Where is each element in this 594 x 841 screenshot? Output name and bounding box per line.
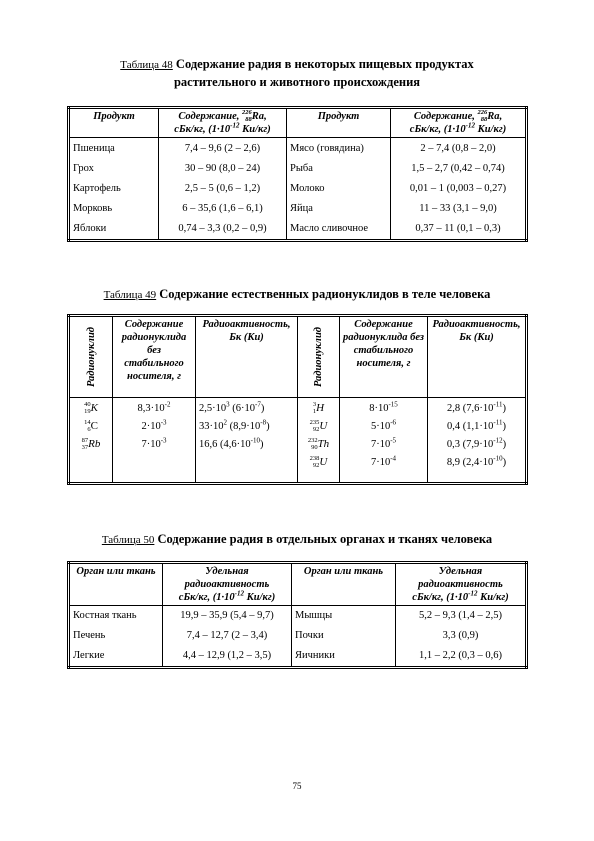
nuclide-index xyxy=(310,456,320,469)
table-row xyxy=(69,623,527,643)
ra-nuclide-index xyxy=(242,110,252,123)
header-activity xyxy=(163,563,292,606)
content-value: 7·10 xyxy=(370,457,391,468)
cell-value: 2 – 7,4 (0,8 – 2,0) xyxy=(391,138,527,157)
nuclide-column-left xyxy=(69,398,113,484)
table-50 xyxy=(67,561,528,669)
mass-number: 40 xyxy=(84,401,91,409)
atomic-number: 19 xyxy=(84,407,91,415)
cell-organ: Легкие xyxy=(69,643,163,668)
nuclide-symbol: U xyxy=(319,456,328,468)
activity-close: ) xyxy=(259,439,264,450)
header-nuclide-label: Радионуклид xyxy=(85,326,97,388)
atomic-number: 90 xyxy=(311,443,318,451)
table-49-header xyxy=(69,316,527,398)
content-value: 8·10 xyxy=(369,403,389,414)
header-activity-2 xyxy=(428,316,527,398)
cell-product: Молоко xyxy=(287,176,391,196)
ra-mass: 226 xyxy=(242,109,252,117)
atomic-number: 1 xyxy=(312,407,317,415)
header-unit-tail: Ки/кг) xyxy=(239,124,271,136)
header-activity-2 xyxy=(396,563,527,606)
atomic-number: 92 xyxy=(312,425,320,433)
header-activity-exp: -12 xyxy=(234,589,245,598)
activity-value: 2,8 (7,6·10 xyxy=(447,403,494,414)
activity-value: 33·10 xyxy=(199,421,224,432)
header-content xyxy=(159,108,287,138)
activity-value-ci: (6·10 xyxy=(229,403,255,414)
cell-product: Грох xyxy=(69,156,159,176)
activity-value: 0,3 (7,9·10 xyxy=(446,439,494,450)
cell-product: Яйца xyxy=(287,196,391,216)
mass-number: 238 xyxy=(309,455,320,463)
activity-close: ) xyxy=(502,403,506,414)
table-row xyxy=(69,196,527,216)
header-nuclide-label-2: Радионуклид xyxy=(313,326,324,388)
header-content-2 xyxy=(391,108,527,138)
table-row xyxy=(69,643,527,668)
header-content-label: Содержание радионуклида без стабильного носителя, г xyxy=(121,319,187,382)
header-content-label-2: Содержание радионуклида без стабильного носителя, г xyxy=(343,319,424,369)
nuclide-symbol: Th xyxy=(317,438,330,450)
cell-value: 1,5 – 2,7 (0,42 – 0,74) xyxy=(391,156,527,176)
content-exp: -5 xyxy=(390,436,397,445)
cell-value: 7,4 – 12,7 (2 – 3,4) xyxy=(163,623,292,643)
ra-z-2: 88 xyxy=(480,115,488,123)
cell-value: 3,3 (0,9) xyxy=(396,623,527,643)
activity-close: ) xyxy=(266,421,270,432)
nuclide-rb xyxy=(73,438,109,456)
activity-close: ) xyxy=(260,403,265,414)
header-unit-tail-2: Ки/кг) xyxy=(475,124,507,136)
table-50-header xyxy=(69,563,527,606)
atomic-number: 37 xyxy=(81,443,89,451)
activity-exp: -11 xyxy=(493,400,503,409)
header-activity-label-2: Радиоактивность, Бк (Ки) xyxy=(432,319,521,343)
cell-organ: Мышцы xyxy=(292,606,396,624)
table-row xyxy=(69,176,527,196)
table-50-title: Содержание радия в отдельных органах и тканях человека xyxy=(157,532,493,546)
activity-value: 8,9 (2,4·10 xyxy=(446,457,494,468)
nuclide-index xyxy=(310,420,320,433)
nuclide-h xyxy=(301,402,336,420)
nuclide-symbol: U xyxy=(319,420,328,432)
table-48-title-line2: растительного и животного происхождения xyxy=(173,75,421,89)
cell-value: 1,1 – 2,2 (0,3 – 0,6) xyxy=(396,643,527,668)
header-comma: , xyxy=(264,111,267,122)
content-exp: -3 xyxy=(160,436,167,445)
table-50-label: Таблица 50 xyxy=(101,534,155,546)
cell-value: 6 – 35,6 (1,6 – 6,1) xyxy=(159,196,287,216)
content-column-left xyxy=(113,398,196,484)
header-content-label: Содержание, xyxy=(178,111,240,122)
ra-mass-2: 226 xyxy=(477,109,488,117)
cell-organ: Почки xyxy=(292,623,396,643)
mass-number: 87 xyxy=(81,437,89,445)
content-exp: -2 xyxy=(164,400,171,409)
header-activity-tail: Ки/кг) xyxy=(244,592,276,603)
header-comma-2: , xyxy=(499,111,503,122)
content-exp: -6 xyxy=(390,418,397,427)
activity-exp: -12 xyxy=(493,436,503,445)
cell-value: 0,01 – 1 (0,003 – 0,27) xyxy=(391,176,527,196)
mass-number: 232 xyxy=(307,437,318,445)
content-value: 5·10 xyxy=(370,421,391,432)
activity-exp-ci: -8 xyxy=(260,418,267,427)
nuclide-column-right xyxy=(298,398,340,484)
header-nuclide-2 xyxy=(298,316,340,398)
cell-product: Масло сливочное xyxy=(287,216,391,241)
nuclide-th xyxy=(301,438,336,456)
activity-column-right xyxy=(428,398,527,484)
header-activity xyxy=(196,316,298,398)
header-activity-unit: сБк/кг, (1·10 xyxy=(178,592,235,603)
activity-close: ) xyxy=(502,421,506,432)
table-row xyxy=(69,156,527,176)
header-product-label: Продукт xyxy=(93,111,135,122)
cell-value: 4,4 – 12,9 (1,2 – 3,5) xyxy=(163,643,292,668)
cell-value: 5,2 – 9,3 (1,4 – 2,5) xyxy=(396,606,527,624)
table-49 xyxy=(67,314,528,485)
nuclide-u238 xyxy=(301,456,336,474)
nuclide-c xyxy=(73,420,109,438)
cell-product: Рыба xyxy=(287,156,391,176)
table-48-label: Таблица 48 xyxy=(120,59,173,71)
atomic-number: 92 xyxy=(312,461,320,469)
activity-value: 0,4 (1,1·10 xyxy=(447,421,494,432)
activity-value: 2,5·10 xyxy=(199,403,227,414)
cell-value: 30 – 90 (8,0 – 24) xyxy=(159,156,287,176)
cell-product: Мясо (говядина) xyxy=(287,138,391,157)
table-49-label: Таблица 49 xyxy=(103,289,157,301)
cell-value: 11 – 33 (3,1 – 9,0) xyxy=(391,196,527,216)
content-value: 7·10 xyxy=(141,439,161,450)
table-48-title-line1: Содержание радия в некоторых пищевых продуктах xyxy=(175,57,474,71)
header-activity-label: Удельная радиоактивность xyxy=(184,566,270,590)
activity-exp: -11 xyxy=(493,418,503,427)
header-organ-label-2: Орган или ткань xyxy=(303,566,384,577)
header-content-2 xyxy=(340,316,428,398)
activity-exp-ci: -7 xyxy=(255,400,261,409)
activity-close: ) xyxy=(502,439,507,450)
page-number: 75 xyxy=(292,781,302,791)
cell-product: Пшеница xyxy=(69,138,159,157)
atomic-number: 6 xyxy=(87,425,91,433)
ra-nuclide-index-2 xyxy=(478,110,488,123)
cell-value: 0,37 – 11 (0,1 – 0,3) xyxy=(391,216,527,241)
ra-symbol: Ra xyxy=(251,111,265,122)
cell-product: Морковь xyxy=(69,196,159,216)
table-row xyxy=(69,138,527,157)
header-unit-2: сБк/кг, (1·10 xyxy=(409,124,466,136)
activity-exp: 2 xyxy=(223,418,227,427)
cell-product: Яблоки xyxy=(69,216,159,241)
activity-close: ) xyxy=(502,457,507,468)
header-activity-tail-2: Ки/кг) xyxy=(477,592,509,603)
cell-value: 0,74 – 3,3 (0,2 – 0,9) xyxy=(159,216,287,241)
activity-value: 16,6 (4,6·10 xyxy=(199,439,251,450)
nuclide-symbol: H xyxy=(316,402,325,414)
content-exp: -15 xyxy=(388,400,398,409)
header-product-2 xyxy=(287,108,391,138)
header-unit-exp-2: -12 xyxy=(465,121,476,130)
cell-value: 2,5 – 5 (0,6 – 1,2) xyxy=(159,176,287,196)
table-row xyxy=(69,606,527,624)
table-48-header xyxy=(69,108,527,138)
table-50-caption xyxy=(0,531,594,549)
header-activity-label-2: Удельная радиоактивность xyxy=(418,566,503,590)
header-activity-label: Радиоактивность, Бк (Ки) xyxy=(202,319,291,343)
header-unit: сБк/кг, (1·10 xyxy=(174,124,231,136)
content-exp: -4 xyxy=(390,454,397,463)
mass-number: 14 xyxy=(84,419,91,427)
nuclide-symbol: C xyxy=(90,420,98,432)
content-value: 2·10 xyxy=(141,421,161,432)
mass-number: 235 xyxy=(309,419,320,427)
table-row xyxy=(69,216,527,241)
content-value: 8,3·10 xyxy=(137,403,165,414)
header-organ-label: Орган или ткань xyxy=(76,566,156,577)
cell-organ: Костная ткань xyxy=(69,606,163,624)
cell-value: 7,4 – 9,6 (2 – 2,6) xyxy=(159,138,287,157)
cell-product: Картофель xyxy=(69,176,159,196)
header-nuclide xyxy=(69,316,113,398)
mass-number: 3 xyxy=(312,401,317,409)
header-content xyxy=(113,316,196,398)
table-row xyxy=(69,398,527,484)
cell-organ: Печень xyxy=(69,623,163,643)
header-activity-unit-2: сБк/кг, (1·10 xyxy=(412,592,469,603)
table-48 xyxy=(67,106,528,242)
header-organ-2 xyxy=(292,563,396,606)
nuclide-index xyxy=(308,438,318,451)
activity-exp: 3 xyxy=(226,400,230,409)
header-content-label-2: Содержание, xyxy=(413,111,475,122)
header-product-label-2: Продукт xyxy=(317,111,360,122)
activity-value-ci: (8,9·10 xyxy=(227,421,261,432)
activity-exp: -10 xyxy=(493,454,503,463)
header-organ xyxy=(69,563,163,606)
cell-value: 19,9 – 35,9 (5,4 – 9,7) xyxy=(163,606,292,624)
ra-z: 88 xyxy=(245,115,252,123)
content-column-right xyxy=(340,398,428,484)
ra-symbol-2: Ra xyxy=(487,111,500,122)
header-unit-exp: -12 xyxy=(230,121,240,130)
header-activity-exp-2: -12 xyxy=(468,589,478,598)
nuclide-symbol: Rb xyxy=(88,438,101,450)
table-48-caption xyxy=(0,56,594,91)
table-49-caption xyxy=(0,286,594,304)
content-value: 7·10 xyxy=(370,439,391,450)
cell-organ: Яичники xyxy=(292,643,396,668)
table-49-title: Содержание естественных радионуклидов в теле человека xyxy=(159,287,491,301)
nuclide-k xyxy=(73,402,109,420)
header-product xyxy=(69,108,159,138)
activity-column-left xyxy=(196,398,298,484)
content-exp: -3 xyxy=(160,418,167,427)
nuclide-u235 xyxy=(301,420,336,438)
nuclide-symbol: K xyxy=(90,402,98,414)
activity-exp: -10 xyxy=(250,436,260,445)
